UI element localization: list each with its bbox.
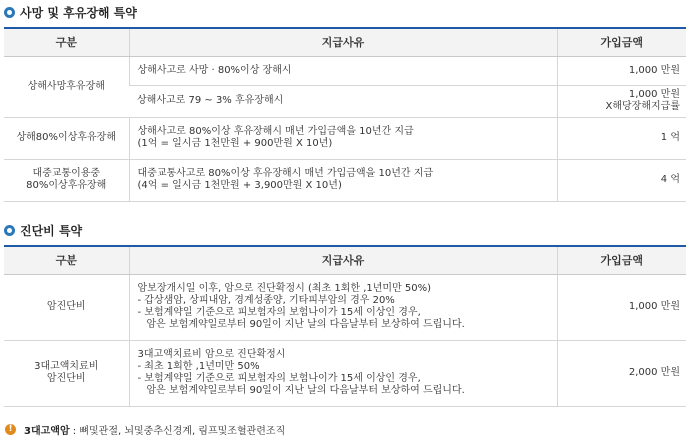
section-title-diagnosis bbox=[4, 221, 82, 239]
footnote-3-major-cancers bbox=[5, 421, 285, 437]
diagnosis-table bbox=[4, 245, 686, 407]
row-amount: 1,000 만원 X해당장해지급률 bbox=[557, 85, 686, 117]
row-category: 대중교통이용중 80%이상후유장해 bbox=[4, 159, 129, 201]
row-amount: 1 억 bbox=[557, 117, 686, 159]
row-reason: 3대고액치료비 암으로 진단확정시 - 최초 1회한 ,1년미만 50% - 보험계약일 기준으로 피보험자의 보험나이가 15세 이상인 경우, 암은 보험계약일로부터 90일이 지난 날의 다음날부터 보상하여 드립니다. bbox=[129, 340, 557, 406]
header-amount: 가입금액 bbox=[557, 246, 686, 274]
row-reason: 암보장개시일 이후, 암으로 진단확정시 (최초 1회한 ,1년미만 50%) - 갑상샘암, 상피내암, 경계성종양, 기타피부암의 경우 20% - 보험계약일 기준으로 피보험자의 보험나이가 15세 이상인 경우, 암은 보험계약일로부터 90일이 지난 날의 다음날부터 보상하여 드립니다. bbox=[129, 274, 557, 340]
table-row bbox=[4, 340, 686, 406]
section-title-text: 진단비 특약 bbox=[20, 223, 83, 238]
death-disability-table bbox=[4, 27, 686, 202]
header-reason: 지급사유 bbox=[129, 246, 557, 274]
header-amount: 가입금액 bbox=[557, 28, 686, 56]
section-title-text: 사망 및 후유장해 특약 bbox=[20, 5, 137, 20]
table-header-row bbox=[4, 246, 686, 274]
footnote-label: 3대고액암 bbox=[24, 425, 70, 437]
row-reason: 상해사고로 80%이상 후유장해시 매년 가입금액을 10년간 지급 (1억 = 일시금 1천만원 + 900만원 X 10년) bbox=[129, 117, 557, 159]
table-row bbox=[4, 117, 686, 159]
row-amount: 1,000 만원 bbox=[557, 56, 686, 85]
table-row bbox=[4, 274, 686, 340]
row-amount: 4 억 bbox=[557, 159, 686, 201]
table-header-row bbox=[4, 28, 686, 56]
header-category: 구분 bbox=[4, 28, 129, 56]
footnote-text: : 뼈및관절, 뇌및중추신경계, 림프및조혈관련조직 bbox=[69, 425, 286, 437]
row-reason: 상해사고로 79 ~ 3% 후유장해시 bbox=[129, 85, 557, 117]
row-category: 암진단비 bbox=[4, 274, 129, 340]
row-amount: 1,000 만원 bbox=[557, 274, 686, 340]
row-reason: 상해사고로 사망 · 80%이상 장해시 bbox=[129, 56, 557, 85]
header-reason: 지급사유 bbox=[129, 28, 557, 56]
section-bullet-icon bbox=[4, 225, 15, 236]
section-title-death-disability bbox=[4, 3, 137, 21]
table-row bbox=[4, 56, 686, 85]
row-category: 상해80%이상후유장해 bbox=[4, 117, 129, 159]
warning-icon: ! bbox=[5, 424, 16, 435]
row-amount: 2,000 만원 bbox=[557, 340, 686, 406]
section-bullet-icon bbox=[4, 7, 15, 18]
table-row bbox=[4, 159, 686, 201]
row-category: 상해사망후유장해 bbox=[4, 56, 129, 117]
row-reason: 대중교통사고로 80%이상 후유장해시 매년 가입금액을 10년간 지급 (4억 = 일시금 1천만원 + 3,900만원 X 10년) bbox=[129, 159, 557, 201]
row-category: 3대고액치료비 암진단비 bbox=[4, 340, 129, 406]
header-category: 구분 bbox=[4, 246, 129, 274]
